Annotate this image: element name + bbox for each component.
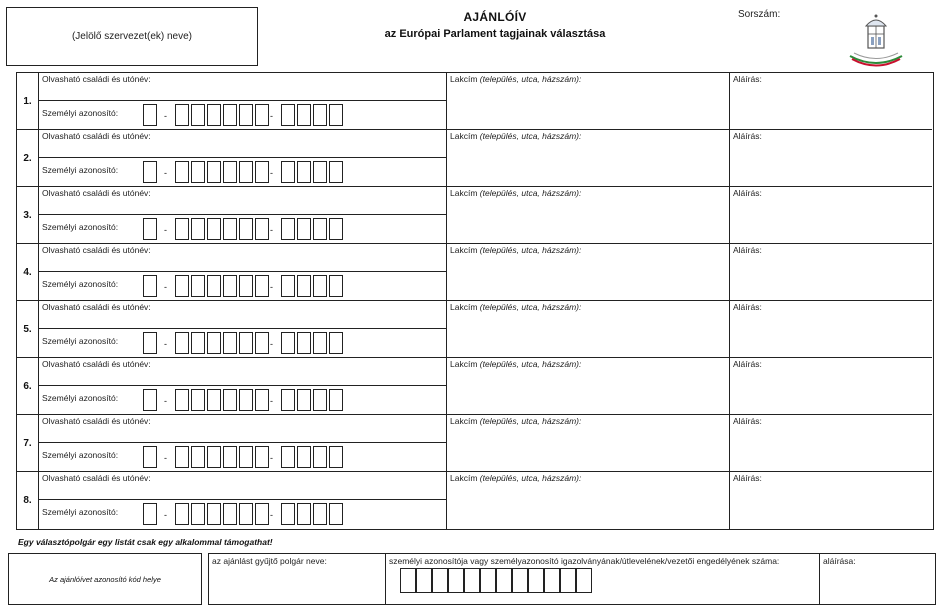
address-label: Lakcím (település, utca, házszám): [450, 74, 582, 84]
id-digit-box[interactable] [223, 218, 237, 240]
personal-id-field[interactable] [39, 500, 447, 529]
id-digit-box[interactable] [223, 275, 237, 297]
name-label: Olvasható családi és utónév: [42, 416, 151, 426]
signature-field[interactable] [730, 415, 932, 471]
id-separator: - [164, 396, 167, 406]
signature-field[interactable] [730, 358, 932, 414]
personal-id-field[interactable] [39, 329, 447, 358]
page-title: AJÁNLÓÍV [463, 10, 527, 24]
id-digit-box[interactable] [191, 332, 205, 354]
id-digit-box[interactable] [297, 275, 311, 297]
name-field[interactable] [39, 73, 447, 101]
id-separator: - [270, 396, 273, 406]
signature-label: Aláírás: [733, 359, 762, 369]
id-digit-box[interactable] [207, 389, 221, 411]
id-digit-box[interactable] [255, 503, 269, 525]
id-digit-box[interactable] [281, 161, 295, 183]
id-separator: - [164, 225, 167, 235]
nominating-organization-label: (Jelölő szervezet(ek) neve) [71, 31, 193, 42]
row-number: 1. [17, 73, 39, 129]
address-label: Lakcím (település, utca, házszám): [450, 359, 582, 369]
collector-id-digit-box[interactable] [432, 568, 448, 593]
id-digit-box[interactable] [281, 503, 295, 525]
signature-label: Aláírás: [733, 131, 762, 141]
id-digit-box[interactable] [239, 161, 253, 183]
id-digit-box[interactable] [191, 446, 205, 468]
name-field[interactable] [39, 244, 447, 272]
collector-id-label: személyi azonosítója vagy személyazonosító igazolványának/útlevelének/vezetői engedélyének száma: [389, 556, 780, 566]
collector-id-digit-box[interactable] [480, 568, 496, 593]
id-digit-box[interactable] [175, 389, 189, 411]
id-digit-box[interactable] [313, 389, 327, 411]
signature-label: Aláírás: [733, 302, 762, 312]
id-digit-box[interactable] [255, 332, 269, 354]
row-number: 7. [17, 415, 39, 471]
form-title [300, 10, 690, 40]
name-field[interactable] [39, 187, 447, 215]
signature-label: Aláírás: [733, 188, 762, 198]
id-digit-box[interactable] [239, 389, 253, 411]
name-label: Olvasható családi és utónév: [42, 131, 151, 141]
name-field[interactable] [39, 358, 447, 386]
signature-field[interactable] [730, 472, 932, 529]
id-digit-box[interactable] [313, 503, 327, 525]
signer-row [17, 244, 932, 301]
id-digit-box[interactable] [207, 503, 221, 525]
name-field[interactable] [39, 130, 447, 158]
id-digit-box[interactable] [281, 218, 295, 240]
id-digit-box[interactable] [313, 275, 327, 297]
collector-signature-label: aláírása: [823, 556, 856, 566]
id-digit-box[interactable] [297, 446, 311, 468]
name-label: Olvasható családi és utónév: [42, 302, 151, 312]
id-digit-box[interactable] [143, 332, 157, 354]
id-digit-box[interactable] [175, 446, 189, 468]
id-digit-box[interactable] [191, 503, 205, 525]
support-note: Egy választópolgár egy listát csak egy alkalommal támogathat! [18, 537, 273, 547]
id-digit-box[interactable] [143, 161, 157, 183]
address-field[interactable] [447, 415, 730, 471]
id-digit-box[interactable] [329, 218, 343, 240]
name-label: Olvasható családi és utónév: [42, 245, 151, 255]
election-office-crest-icon [846, 12, 906, 68]
id-digit-box[interactable] [175, 332, 189, 354]
id-digit-box[interactable] [255, 275, 269, 297]
id-digit-box[interactable] [143, 446, 157, 468]
row-number: 2. [17, 130, 39, 186]
id-digit-box[interactable] [297, 104, 311, 126]
address-label: Lakcím (település, utca, házszám): [450, 131, 582, 141]
id-digit-box[interactable] [297, 161, 311, 183]
collector-signature-field[interactable] [820, 554, 934, 604]
signer-row [17, 472, 932, 529]
personal-id-field[interactable] [39, 272, 447, 301]
collector-id-digit-box[interactable] [560, 568, 576, 593]
id-digit-box[interactable] [175, 218, 189, 240]
collector-id-digit-box[interactable] [528, 568, 544, 593]
id-digit-box[interactable] [143, 275, 157, 297]
id-separator: - [270, 453, 273, 463]
id-digit-box[interactable] [175, 275, 189, 297]
id-digit-box[interactable] [313, 446, 327, 468]
id-digit-box[interactable] [281, 332, 295, 354]
name-label: Olvasható családi és utónév: [42, 359, 151, 369]
personal-id-label: Személyi azonosító: [42, 108, 119, 118]
id-digit-box[interactable] [223, 104, 237, 126]
address-label: Lakcím (település, utca, házszám): [450, 302, 582, 312]
id-digit-box[interactable] [191, 275, 205, 297]
signer-row [17, 415, 932, 472]
id-digit-box[interactable] [207, 446, 221, 468]
id-digit-box[interactable] [239, 104, 253, 126]
personal-id-field[interactable] [39, 101, 447, 130]
name-label: Olvasható családi és utónév: [42, 74, 151, 84]
personal-id-label: Személyi azonosító: [42, 279, 119, 289]
name-field[interactable] [39, 301, 447, 329]
id-digit-box[interactable] [329, 503, 343, 525]
id-digit-box[interactable] [191, 104, 205, 126]
row-number: 3. [17, 187, 39, 243]
address-field[interactable] [447, 472, 730, 529]
address-field[interactable] [447, 358, 730, 414]
id-digit-box[interactable] [143, 104, 157, 126]
name-field[interactable] [39, 472, 447, 500]
address-field[interactable] [447, 244, 730, 300]
nominating-organization-box[interactable] [6, 7, 258, 66]
identifier-code-label: Az ajánlóívet azonosító kód helye [49, 574, 161, 584]
collector-name-label: az ajánlást gyűjtő polgár neve: [212, 556, 327, 566]
collector-table [208, 553, 936, 605]
id-digit-box[interactable] [313, 218, 327, 240]
id-digit-box[interactable] [239, 332, 253, 354]
collector-id-digit-box[interactable] [544, 568, 560, 593]
id-digit-box[interactable] [207, 332, 221, 354]
id-digit-box[interactable] [313, 161, 327, 183]
personal-id-field[interactable] [39, 443, 447, 472]
signer-row [17, 130, 932, 187]
serial-number-label: Sorszám: [738, 9, 781, 20]
id-digit-box[interactable] [297, 332, 311, 354]
collector-id-digit-box[interactable] [416, 568, 432, 593]
id-digit-box[interactable] [329, 104, 343, 126]
address-field[interactable] [447, 130, 730, 186]
id-separator: - [164, 168, 167, 178]
id-separator: - [270, 225, 273, 235]
page-subtitle: az Európai Parlament tagjainak választása [384, 28, 606, 40]
id-digit-box[interactable] [143, 218, 157, 240]
id-separator: - [164, 510, 167, 520]
identifier-code-box [8, 553, 202, 605]
id-digit-box[interactable] [239, 218, 253, 240]
row-number: 4. [17, 244, 39, 300]
row-number: 5. [17, 301, 39, 357]
id-digit-box[interactable] [175, 503, 189, 525]
name-label: Olvasható családi és utónév: [42, 473, 151, 483]
id-digit-box[interactable] [313, 104, 327, 126]
id-digit-box[interactable] [255, 446, 269, 468]
id-digit-box[interactable] [175, 161, 189, 183]
address-label: Lakcím (település, utca, házszám): [450, 245, 582, 255]
id-digit-box[interactable] [255, 389, 269, 411]
id-separator: - [164, 453, 167, 463]
signature-field[interactable] [730, 301, 932, 357]
personal-id-label: Személyi azonosító: [42, 222, 119, 232]
id-separator: - [270, 282, 273, 292]
id-digit-box[interactable] [239, 446, 253, 468]
id-digit-box[interactable] [207, 218, 221, 240]
id-digit-box[interactable] [281, 389, 295, 411]
signature-field[interactable] [730, 73, 932, 129]
personal-id-label: Személyi azonosító: [42, 165, 119, 175]
collector-id-digit-box[interactable] [448, 568, 464, 593]
id-digit-box[interactable] [255, 218, 269, 240]
signer-row [17, 187, 932, 244]
id-digit-box[interactable] [329, 275, 343, 297]
id-digit-box[interactable] [329, 446, 343, 468]
personal-id-label: Személyi azonosító: [42, 507, 119, 517]
address-label: Lakcím (település, utca, házszám): [450, 473, 582, 483]
signature-label: Aláírás: [733, 74, 762, 84]
collector-id-digit-box[interactable] [464, 568, 480, 593]
id-separator: - [270, 111, 273, 121]
id-digit-box[interactable] [175, 104, 189, 126]
id-digit-box[interactable] [329, 332, 343, 354]
signature-field[interactable] [730, 244, 932, 300]
id-digit-box[interactable] [207, 104, 221, 126]
collector-id-digit-box[interactable] [496, 568, 512, 593]
id-digit-box[interactable] [297, 218, 311, 240]
signature-label: Aláírás: [733, 245, 762, 255]
id-digit-box[interactable] [313, 332, 327, 354]
id-digit-box[interactable] [143, 389, 157, 411]
id-digit-box[interactable] [239, 503, 253, 525]
collector-name-field[interactable] [209, 554, 386, 604]
id-digit-box[interactable] [329, 389, 343, 411]
name-label: Olvasható családi és utónév: [42, 188, 151, 198]
signer-row [17, 358, 932, 415]
id-digit-box[interactable] [255, 104, 269, 126]
id-digit-box[interactable] [143, 503, 157, 525]
address-field[interactable] [447, 73, 730, 129]
signature-field[interactable] [730, 130, 932, 186]
id-digit-box[interactable] [239, 275, 253, 297]
signature-field[interactable] [730, 187, 932, 243]
id-digit-box[interactable] [329, 161, 343, 183]
id-digit-box[interactable] [191, 218, 205, 240]
id-separator: - [164, 282, 167, 292]
id-separator: - [270, 510, 273, 520]
collector-id-digit-box[interactable] [576, 568, 592, 593]
personal-id-label: Személyi azonosító: [42, 393, 119, 403]
id-digit-box[interactable] [207, 275, 221, 297]
address-label: Lakcím (település, utca, házszám): [450, 416, 582, 426]
personal-id-label: Személyi azonosító: [42, 450, 119, 460]
id-digit-box[interactable] [281, 104, 295, 126]
id-digit-box[interactable] [281, 446, 295, 468]
id-digit-box[interactable] [223, 503, 237, 525]
signature-label: Aláírás: [733, 416, 762, 426]
row-number: 8. [17, 472, 39, 529]
collector-id-digit-box[interactable] [512, 568, 528, 593]
id-separator: - [164, 339, 167, 349]
id-digit-box[interactable] [207, 161, 221, 183]
signature-label: Aláírás: [733, 473, 762, 483]
id-digit-box[interactable] [223, 389, 237, 411]
id-digit-box[interactable] [255, 161, 269, 183]
personal-id-label: Személyi azonosító: [42, 336, 119, 346]
id-digit-box[interactable] [297, 503, 311, 525]
signer-row [17, 73, 932, 130]
name-field[interactable] [39, 415, 447, 443]
nomination-table [16, 72, 934, 530]
id-separator: - [164, 111, 167, 121]
row-number: 6. [17, 358, 39, 414]
id-digit-box[interactable] [281, 275, 295, 297]
id-digit-box[interactable] [191, 389, 205, 411]
address-field[interactable] [447, 301, 730, 357]
collector-id-digit-box[interactable] [400, 568, 416, 593]
collector-id-field[interactable] [386, 554, 820, 604]
address-field[interactable] [447, 187, 730, 243]
signer-row [17, 301, 932, 358]
id-digit-box[interactable] [223, 161, 237, 183]
personal-id-field[interactable] [39, 158, 447, 187]
id-digit-box[interactable] [223, 332, 237, 354]
id-separator: - [270, 168, 273, 178]
address-label: Lakcím (település, utca, házszám): [450, 188, 582, 198]
id-separator: - [270, 339, 273, 349]
id-digit-box[interactable] [191, 161, 205, 183]
personal-id-field[interactable] [39, 386, 447, 415]
id-digit-box[interactable] [223, 446, 237, 468]
personal-id-field[interactable] [39, 215, 447, 244]
id-digit-box[interactable] [297, 389, 311, 411]
